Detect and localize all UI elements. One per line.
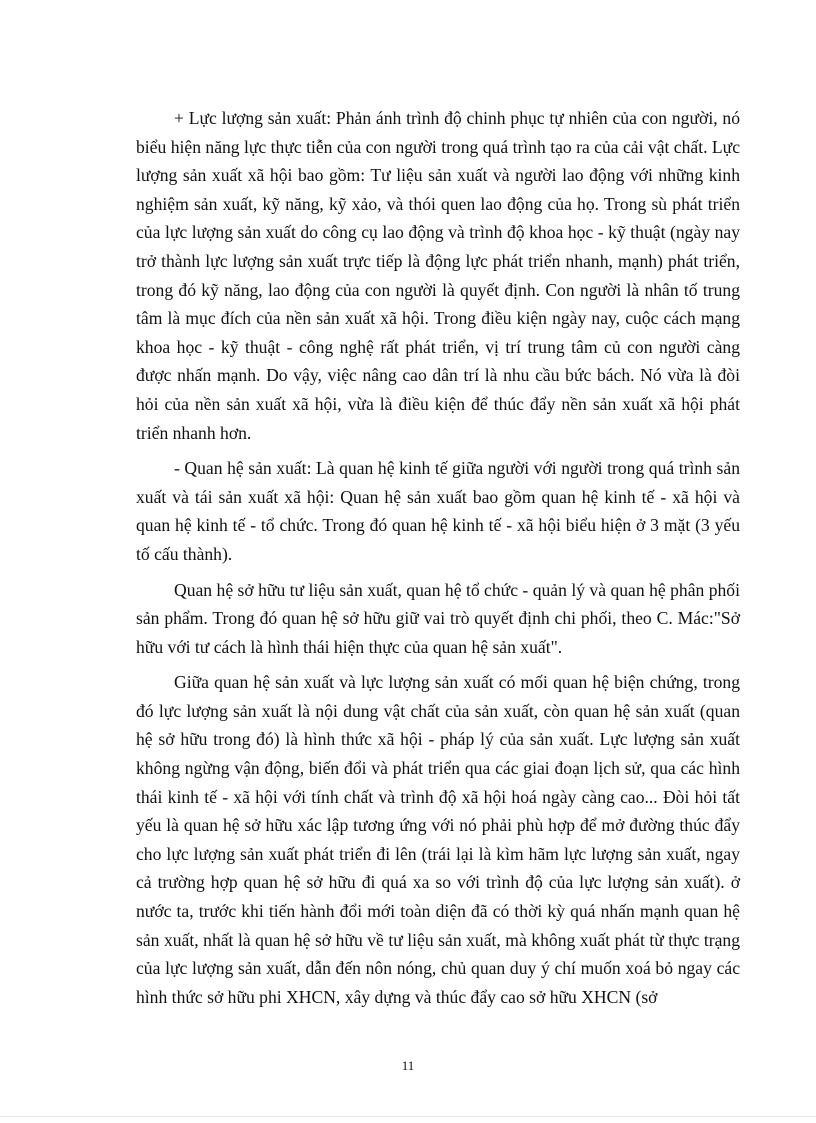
page-bottom-divider xyxy=(0,1116,816,1117)
paragraph-ownership-relations: Quan hệ sở hữu tư liệu sản xuất, quan hệ tổ chức - quản lý và quan hệ phân phối sản phẩm. Trong đó quan hệ sở hữu giữ vai trò quyết định chi phối, theo C. Mác:"Sở hữu với tư cách là hình thái hiện thực của quan hệ sản xuất". xyxy=(136,579,740,657)
document-body xyxy=(136,104,740,1018)
paragraph-relations-of-production: - Quan hệ sản xuất: Là quan hệ kinh tế giữa người với người trong quá trình sản xuất và tái sản xuất xã hội: Quan hệ sản xuất bao gồm quan hệ kinh tế - xã hội và quan hệ kinh tế - tổ chức. Trong đó quan hệ kinh tế - xã hội biểu hiện ở 3 mặt (3 yếu tố cấu thành). xyxy=(136,458,740,564)
paragraph-productive-forces: + Lực lượng sản xuất: Phản ánh trình độ chinh phục tự nhiên của con người, nó biểu hiện năng lực thực tiễn của con người trong quá trình tạo ra của cải vật chất. Lực lượng sản xuất xã hội bao gồm: Tư liệu sản xuất và người lao động với những kinh nghiệm sản xuất, kỹ năng, kỹ xảo, và thói quen lao động của họ. Trong sù phát triển của lực lượng sản xuất do công cụ lao động và trình độ khoa học - kỹ thuật (ngày nay trở thành lực lượng sản xuất trực tiếp là động lực phát triển nhanh, mạnh) phát triển, trong đó kỹ năng, lao động của con người là quyết định. Con người là nhân tố trung tâm là mục đích của nền sản xuất xã hội. Trong điều kiện ngày nay, cuộc cách mạng khoa học - kỹ thuật - công nghệ rất phát triển, vị trí trung tâm củ con người càng được nhấn mạnh. Do vậy, việc nâng cao dân trí là nhu cầu bức bách. Nó vừa là đòi hỏi của nền sản xuất xã hội, vừa là điều kiện để thúc đẩy nền sản xuất xã hội phát triển nhanh hơn. xyxy=(136,108,740,443)
page-number: 11 xyxy=(401,1058,415,1073)
paragraph-dialectical-relationship: Giữa quan hệ sản xuất và lực lượng sản xuất có mối quan hệ biện chứng, trong đó lực lượng sản xuất là nội dung vật chất của sản xuất, còn quan hệ sản xuất (quan hệ sở hữu trong đó) là hình thức xã hội - pháp lý của sản xuất. Lực lượng sản xuất không ngừng vận động, biến đổi và phát triển qua các giai đoạn lịch sử, qua các hình thái kinh tế - xã hội với tính chất và trình độ xã hội hoá ngày càng cao... Đòi hỏi tất yếu là quan hệ sở hữu xác lập tương ứng với nó phải phù hợp để mở đường thúc đẩy cho lực lượng sản xuất phát triển đi lên (trái lại là kìm hãm lực lượng sản xuất, ngay cả trường hợp quan hệ sở hữu đi quá xa so với trình độ của lực lượng sản xuất). ở nước ta, trước khi tiến hành đổi mới toàn diện đã có thời kỳ quá nhấn mạnh quan hệ sản xuất, nhất là quan hệ sở hữu về tư liệu sản xuất, mà không xuất phát từ thực trạng của lực lượng sản xuất, dẫn đến nôn nóng, chủ quan duy ý chí muốn xoá bỏ ngay các hình thức sở hữu phi XHCN, xây dựng và thúc đẩy cao sở hữu XHCN (sở xyxy=(136,672,740,1007)
